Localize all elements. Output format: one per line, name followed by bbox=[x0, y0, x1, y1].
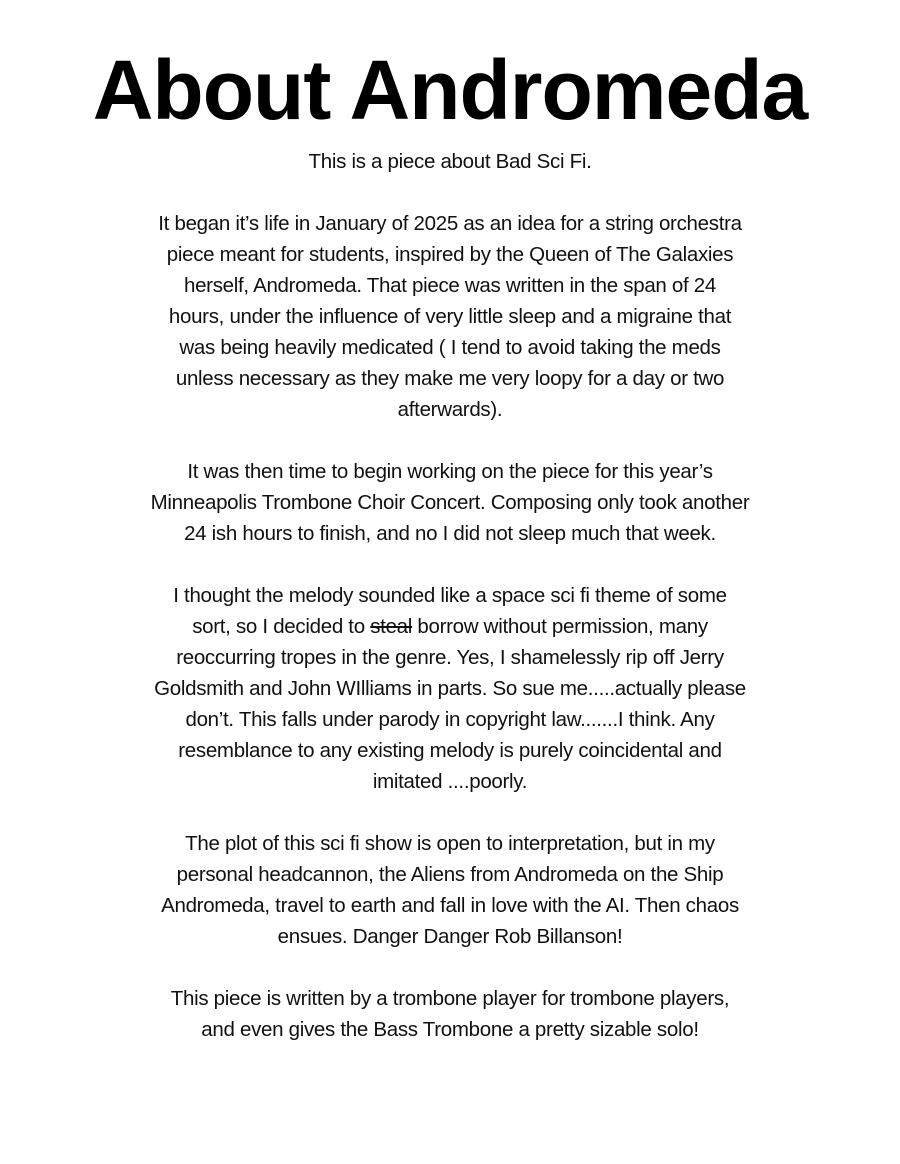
text-line: afterwards). bbox=[397, 398, 503, 421]
text-line: herself, Andromeda. That piece was written in the span of 24 bbox=[183, 274, 717, 297]
influences-paragraph bbox=[105, 580, 795, 797]
text-line: imitated ....poorly. bbox=[372, 770, 528, 793]
text-line: Goldsmith and John WIlliams in parts. So sue me.....actually please bbox=[154, 677, 746, 700]
text-segment: sort, so I decided to bbox=[192, 615, 371, 638]
text-line: reoccurring tropes in the genre. Yes, I shamelessly rip off Jerry bbox=[176, 646, 724, 669]
text-line: piece meant for students, inspired by the Queen of The Galaxies bbox=[166, 243, 734, 266]
document-body bbox=[105, 146, 795, 1076]
struck-word: steal bbox=[370, 615, 413, 638]
text-line: I thought the melody sounded like a space sci fi theme of some bbox=[173, 584, 727, 607]
closing-paragraph bbox=[105, 983, 795, 1045]
composition-paragraph bbox=[105, 456, 795, 549]
text-line: It was then time to begin working on the piece for this year’s bbox=[187, 460, 713, 483]
text-line: 24 ish hours to finish, and no I did not sleep much that week. bbox=[184, 522, 716, 545]
text-line: was being heavily medicated ( I tend to avoid taking the meds bbox=[179, 336, 721, 359]
text-line: resemblance to any existing melody is purely coincidental and bbox=[178, 739, 722, 762]
intro-paragraph bbox=[105, 146, 795, 177]
text-line-with-strikethrough bbox=[105, 611, 795, 642]
text-line: hours, under the influence of very little sleep and a migraine that bbox=[168, 305, 732, 328]
text-line: don’t. This falls under parody in copyright law.......I think. Any bbox=[185, 708, 715, 731]
origin-paragraph bbox=[105, 208, 795, 425]
text-line: This is a piece about Bad Sci Fi. bbox=[308, 150, 592, 173]
text-line: The plot of this sci fi show is open to interpretation, but in my bbox=[185, 832, 715, 855]
text-line: This piece is written by a trombone player for trombone players, bbox=[170, 987, 730, 1010]
text-line: It began it’s life in January of 2025 as an idea for a string orchestra bbox=[158, 212, 742, 235]
text-line: Minneapolis Trombone Choir Concert. Composing only took another bbox=[150, 491, 750, 514]
text-line: ensues. Danger Danger Rob Billanson! bbox=[277, 925, 623, 948]
page-title: About Andromeda bbox=[92, 43, 808, 137]
text-line: personal headcannon, the Aliens from Andromeda on the Ship bbox=[176, 863, 724, 886]
text-line: and even gives the Bass Trombone a pretty sizable solo! bbox=[201, 1018, 699, 1041]
plot-paragraph bbox=[105, 828, 795, 952]
text-segment: borrow without permission, many bbox=[412, 615, 708, 638]
text-line: unless necessary as they make me very loopy for a day or two bbox=[175, 367, 725, 390]
text-line: Andromeda, travel to earth and fall in love with the AI. Then chaos bbox=[161, 894, 739, 917]
